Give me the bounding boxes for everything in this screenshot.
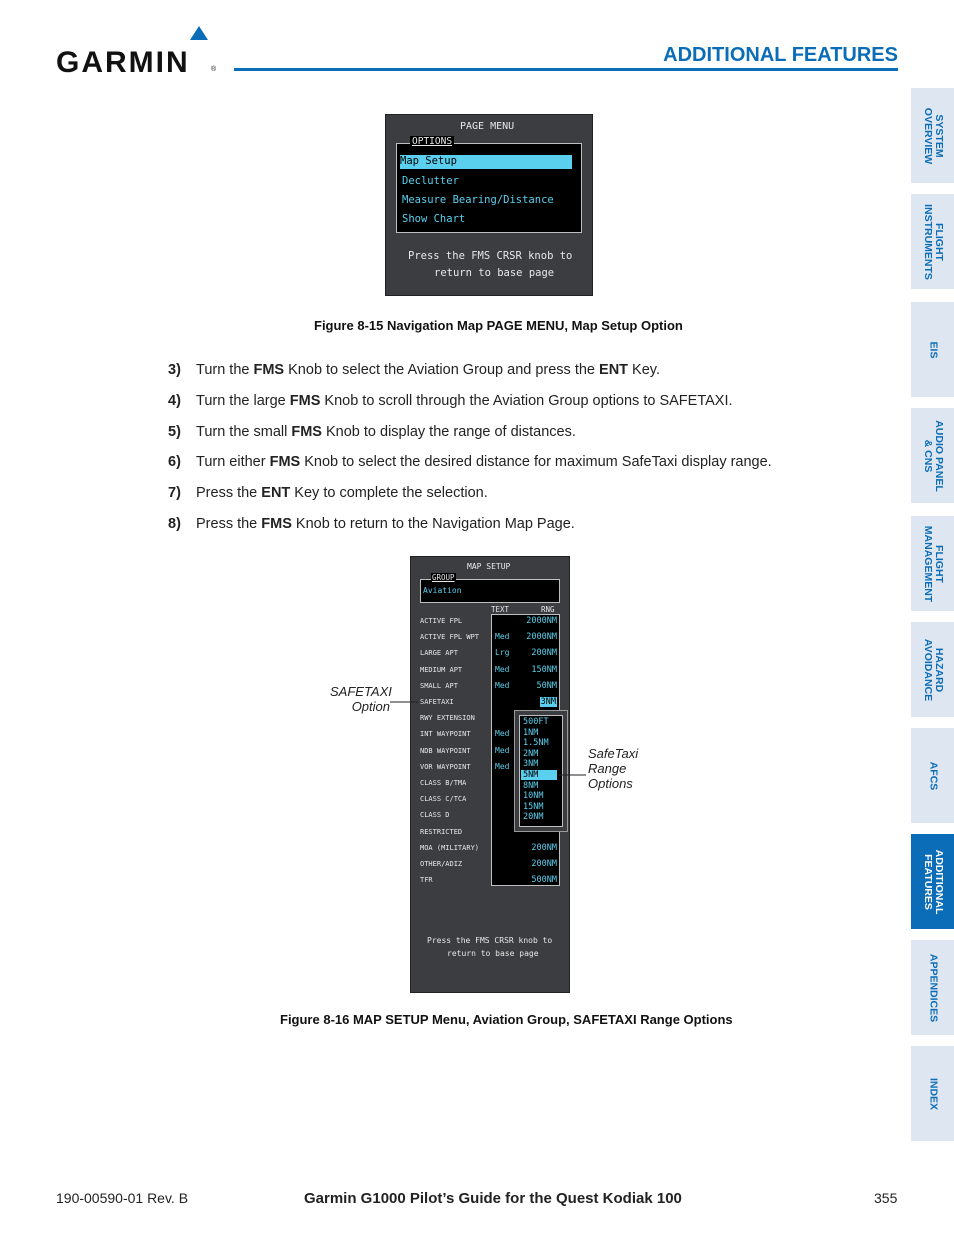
setting-range[interactable]: 150NM: [531, 664, 557, 675]
step-text-part: Press the: [196, 485, 262, 501]
setting-text-size[interactable]: Med: [495, 729, 510, 739]
footer-page-number: 355: [874, 1190, 898, 1206]
col-text-header: TEXT: [491, 605, 510, 614]
safetaxi-range-callout: SafeTaxi Range Options: [588, 746, 639, 791]
map-setup-title: MAP SETUP: [467, 562, 511, 571]
setting-name: INT WAYPOINT: [420, 730, 471, 739]
tab-flight-management[interactable]: [911, 516, 954, 611]
setting-text-size[interactable]: Med: [495, 664, 510, 674]
group-value[interactable]: Aviation: [423, 586, 462, 595]
tab-hazard-avoidance[interactable]: [911, 622, 954, 717]
step-text-part: Key to complete the selection.: [290, 485, 488, 501]
setting-name: OTHER/ADIZ: [420, 860, 463, 868]
step-text-part: Turn the small: [196, 424, 292, 440]
range-option[interactable]: 500FT: [523, 717, 549, 727]
safetaxi-range-popup: [514, 710, 568, 832]
tab-audio-panel-cns[interactable]: [911, 408, 954, 503]
setting-name: CLASS C/TCA: [420, 795, 467, 804]
setting-name: NDB WAYPOINT: [420, 746, 471, 755]
page-menu-title: PAGE MENU: [460, 121, 515, 132]
tab-label: FLIGHT MANAGEMENT: [921, 525, 945, 602]
step-text: [196, 485, 488, 501]
step-text-part: Key.: [628, 362, 660, 378]
tab-appendices[interactable]: [911, 940, 954, 1035]
range-option[interactable]: 1.5NM: [523, 738, 549, 749]
garmin-logo: [56, 26, 221, 79]
tab-label: ADDITIONAL FEATURES: [921, 849, 945, 914]
tab-eis[interactable]: [911, 302, 954, 397]
setting-range[interactable]: 50NM: [536, 680, 557, 691]
control-name: FMS: [261, 516, 292, 532]
setting-text-size[interactable]: Med: [495, 745, 510, 755]
logo-triangle-icon: [190, 26, 208, 40]
tab-label: EIS: [927, 341, 939, 358]
setting-text-size[interactable]: Med: [495, 632, 510, 642]
tab-flight-instruments[interactable]: [911, 194, 954, 289]
tab-label: HAZARD AVOIDANCE: [921, 638, 945, 701]
control-name: FMS: [291, 424, 322, 440]
range-option-selected[interactable]: 5NM: [521, 770, 557, 780]
tab-label: AFCS: [927, 761, 939, 790]
menu-item-show-chart[interactable]: Show Chart: [402, 213, 466, 225]
setting-name: RWY EXTENSION: [420, 714, 475, 723]
tab-label: FLIGHT INSTRUMENTS: [921, 203, 945, 280]
menu-item-map-setup[interactable]: Map Setup: [400, 155, 572, 169]
setting-range[interactable]: 2000NM: [526, 616, 557, 626]
range-option[interactable]: 20NM: [523, 812, 544, 823]
figure-15-caption: Figure 8-15 Navigation Map PAGE MENU, Map Setup Option: [314, 318, 683, 333]
tab-label: SYSTEM OVERVIEW: [921, 107, 945, 164]
setting-name: ACTIVE FPL: [420, 617, 463, 625]
setup-footer-line1: Press the FMS CRSR knob to: [427, 936, 553, 945]
step-text-part: Knob to select the desired distance for maximum SafeTaxi display range.: [300, 454, 772, 470]
step-text-part: Turn the: [196, 362, 254, 378]
setting-name: MEDIUM APT: [420, 665, 463, 674]
range-option[interactable]: 15NM: [523, 801, 544, 812]
range-option[interactable]: 8NM: [523, 780, 539, 791]
setting-name: MOA (MILITARY): [420, 843, 480, 852]
step-text: [196, 424, 576, 440]
control-name: ENT: [261, 485, 291, 501]
range-option[interactable]: 1NM: [523, 727, 539, 738]
menu-item-declutter[interactable]: Declutter: [402, 175, 459, 187]
step-number: 8): [168, 516, 181, 532]
setting-name: SAFETAXI: [420, 698, 454, 706]
menu-item-measure-bearing[interactable]: Measure Bearing/Distance: [402, 194, 554, 206]
setting-name: VOR WAYPOINT: [420, 762, 471, 771]
step-number: 3): [168, 362, 181, 378]
control-name: FMS: [253, 362, 285, 378]
step-number: 6): [168, 454, 181, 470]
setting-name: RESTRICTED: [420, 827, 463, 836]
group-label: GROUP: [432, 573, 455, 582]
range-option[interactable]: 2NM: [523, 748, 539, 759]
tab-system-overview[interactable]: [911, 88, 954, 183]
control-name: FMS: [269, 454, 301, 470]
page-menu-screen: [385, 114, 593, 296]
setting-range[interactable]: 3NM: [540, 697, 556, 707]
step-number: 5): [168, 424, 181, 440]
step-text: [196, 393, 733, 409]
setting-range[interactable]: 500NM: [531, 875, 557, 886]
step-text-part: Knob to return to the Navigation Map Page.: [291, 516, 575, 532]
figure-16-caption: Figure 8-16 MAP SETUP Menu, Aviation Group, SAFETAXI Range Options: [280, 1012, 733, 1027]
setting-text-size[interactable]: Med: [495, 680, 510, 690]
menu-footer-line1: Press the FMS CRSR knob to: [408, 250, 573, 262]
setting-text-size[interactable]: Med: [495, 761, 510, 771]
registered-mark: ®: [211, 66, 217, 73]
setting-range[interactable]: 2000NM: [526, 632, 557, 643]
tab-label: APPENDICES: [927, 953, 939, 1022]
setting-name: CLASS B/TMA: [420, 779, 467, 787]
setting-name: LARGE APT: [420, 649, 458, 658]
control-name: ENT: [599, 362, 629, 378]
callout-leader-left: [390, 700, 420, 704]
tab-label: AUDIO PANEL & CNS: [921, 419, 945, 492]
setting-range[interactable]: 200NM: [531, 859, 557, 869]
tab-additional-features[interactable]: [911, 834, 954, 929]
header-rule: [234, 68, 898, 71]
setting-name: CLASS D: [420, 811, 450, 820]
section-title: ADDITIONAL FEATURES: [663, 44, 898, 66]
setting-range[interactable]: 200NM: [531, 842, 557, 853]
setting-name: TFR: [420, 876, 433, 885]
step-text-part: Press the: [196, 516, 262, 532]
tab-label: INDEX: [927, 1077, 939, 1110]
step-number: 7): [168, 485, 181, 501]
logo-wordmark: GARMIN: [56, 46, 190, 79]
setting-range[interactable]: 200NM: [531, 648, 557, 659]
step-text-part: Turn the large: [196, 393, 290, 409]
options-label: OPTIONS: [412, 136, 453, 147]
setup-footer-line2: return to base page: [447, 949, 539, 958]
step-number: 4): [168, 393, 181, 409]
tab-afcs[interactable]: [911, 728, 954, 823]
step-text-part: Knob to display the range of distances.: [321, 424, 576, 440]
footer-title: Garmin G1000 Pilot’s Guide for the Quest Kodiak 100: [304, 1190, 682, 1207]
menu-footer-line2: return to base page: [434, 267, 555, 279]
step-text: [196, 516, 575, 532]
setting-name: ACTIVE FPL WPT: [420, 633, 480, 642]
setting-text-size[interactable]: Lrg: [495, 648, 510, 658]
safetaxi-option-callout: SAFETAXI Option: [330, 684, 392, 714]
range-option[interactable]: 10NM: [523, 791, 544, 802]
step-text: [196, 454, 772, 470]
step-text: [196, 362, 660, 378]
step-text-part: Knob to select the Aviation Group and press the: [284, 362, 600, 378]
tab-index[interactable]: [911, 1046, 954, 1141]
footer-doc-number: 190-00590-01 Rev. B: [56, 1190, 189, 1206]
step-text-part: Turn either: [196, 454, 270, 470]
step-text-part: Knob to scroll through the Aviation Group options to SAFETAXI.: [320, 393, 733, 409]
range-option[interactable]: 3NM: [523, 759, 539, 770]
col-rng-header: RNG: [541, 605, 555, 614]
setting-name: SMALL APT: [420, 681, 458, 690]
callout-leader-right: [558, 773, 588, 777]
control-name: FMS: [289, 393, 321, 409]
